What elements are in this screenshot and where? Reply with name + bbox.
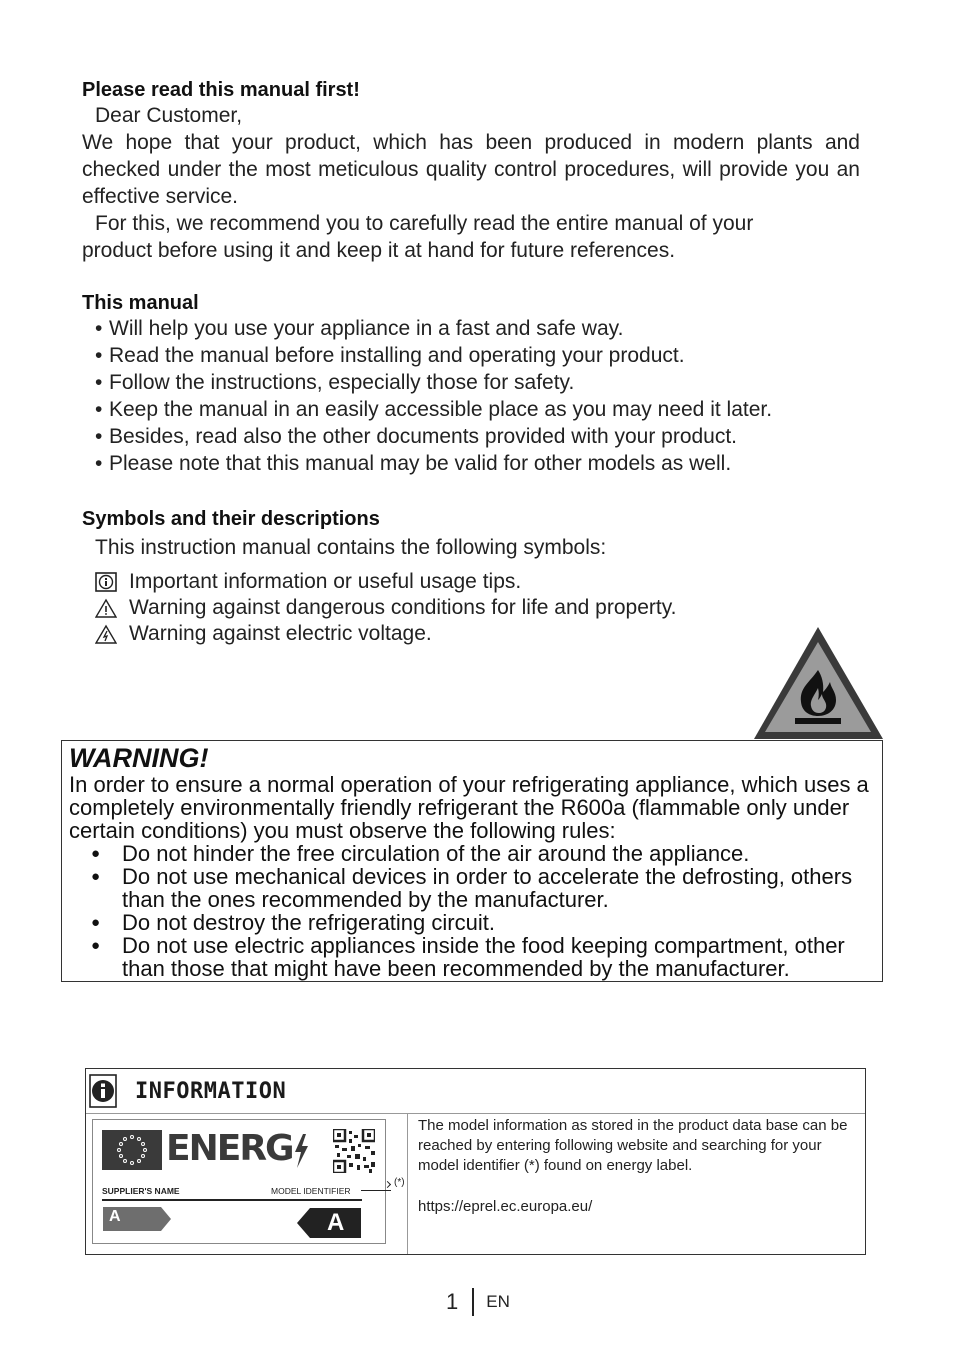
symbol-row-warning — [95, 595, 782, 621]
energy-label-title: ENERG — [166, 1128, 293, 1169]
page-number: 1 — [446, 1289, 459, 1314]
list-item: ● Do not hinder the free circulation of the air around the appliance. — [62, 842, 882, 865]
information-text: The model information as stored in the product data base can be reached by entering following website and searching for your model identifier (*) found on energy label. — [418, 1117, 848, 1174]
this-manual-heading: This manual — [82, 292, 199, 314]
page-language: EN — [486, 1292, 510, 1311]
warning-box — [61, 740, 883, 982]
information-title: INFORMATION — [135, 1078, 287, 1104]
information-box — [85, 1068, 866, 1255]
symbol-text: Warning against dangerous conditions for life and property. — [129, 596, 677, 619]
page-footer — [446, 1288, 510, 1316]
flammable-warning-icon — [752, 626, 885, 741]
model-arrow — [361, 1190, 391, 1191]
intro-paragraph-2-line-1: For this, we recommend you to carefully read the entire manual of your — [95, 212, 754, 235]
qr-code-icon — [333, 1129, 375, 1178]
intro-paragraph: We hope that your product, which has been produced in modern plants and checked under the most meticulous quality control procedures, will provide you an effective service. — [82, 131, 860, 208]
list-item: ● Do not use electric appliances inside the food keeping compartment, other than those that might have been recommended by the manufacturer. — [62, 934, 882, 980]
greeting: Dear Customer, — [95, 104, 243, 127]
this-manual-section — [82, 291, 862, 477]
asterisk-note: (*) — [394, 1177, 405, 1188]
label-divider — [102, 1199, 362, 1201]
this-manual-list — [82, 315, 862, 477]
symbol-row-electric — [95, 621, 782, 647]
symbols-section — [82, 507, 782, 647]
footer-divider — [472, 1288, 474, 1316]
energy-class-letter: A — [327, 1209, 345, 1236]
warning-rules-list — [62, 842, 882, 980]
intro-paragraph-2-line-2: product before using it and keep it at hand for future references. — [82, 239, 676, 262]
symbol-text: Warning against electric voltage. — [129, 622, 432, 645]
list-item: ● Do not use mechanical devices in order to accelerate the defrosting, others than the ones recommended by the manufacturer. — [62, 865, 882, 911]
eu-flag-icon — [102, 1130, 162, 1170]
energy-class-scale — [103, 1207, 173, 1236]
energy-class-indicator — [297, 1208, 361, 1243]
list-item: • Will help you use your appliance in a fast and safe way. — [82, 315, 862, 342]
information-header — [86, 1069, 865, 1114]
intro-section — [82, 78, 860, 264]
supplier-name: SUPPLIER'S NAME — [102, 1186, 180, 1196]
info-icon — [95, 572, 129, 592]
information-text-panel — [418, 1116, 858, 1217]
symbol-row-info — [95, 569, 782, 595]
eprel-link[interactable]: https://eprel.ec.europa.eu/ — [418, 1198, 593, 1215]
energy-class-scale-letter: A — [109, 1208, 121, 1225]
energy-label — [92, 1119, 386, 1244]
symbols-intro: This instruction manual contains the following symbols: — [95, 536, 607, 559]
symbols-heading: Symbols and their descriptions — [82, 508, 380, 530]
symbol-text: Important information or useful usage tips. — [129, 570, 522, 593]
model-identifier: MODEL IDENTIFIER — [271, 1186, 351, 1196]
warning-intro: In order to ensure a normal operation of your refrigerating appliance, which uses a completely environmentally friendly refrigerant the R600a (flammable only under certain conditions) you must observe the following rules: — [69, 772, 869, 843]
intro-heading: Please read this manual first! — [82, 79, 360, 101]
energy-label-panel — [86, 1114, 408, 1254]
lightning-icon — [293, 1134, 309, 1173]
warning-triangle-icon — [95, 598, 129, 618]
list-item: • Besides, read also the other documents provided with your product. — [82, 423, 862, 450]
list-item: • Follow the instructions, especially those for safety. — [82, 369, 862, 396]
warning-triangle-icon — [95, 624, 129, 644]
list-item: • Read the manual before installing and operating your product. — [82, 342, 862, 369]
info-icon — [89, 1074, 117, 1108]
list-item: ● Do not destroy the refrigerating circuit. — [62, 911, 882, 934]
list-item: • Keep the manual in an easily accessible place as you may need it later. — [82, 396, 862, 423]
warning-title: WARNING! — [69, 743, 209, 773]
list-item: • Please note that this manual may be valid for other models as well. — [82, 450, 862, 477]
